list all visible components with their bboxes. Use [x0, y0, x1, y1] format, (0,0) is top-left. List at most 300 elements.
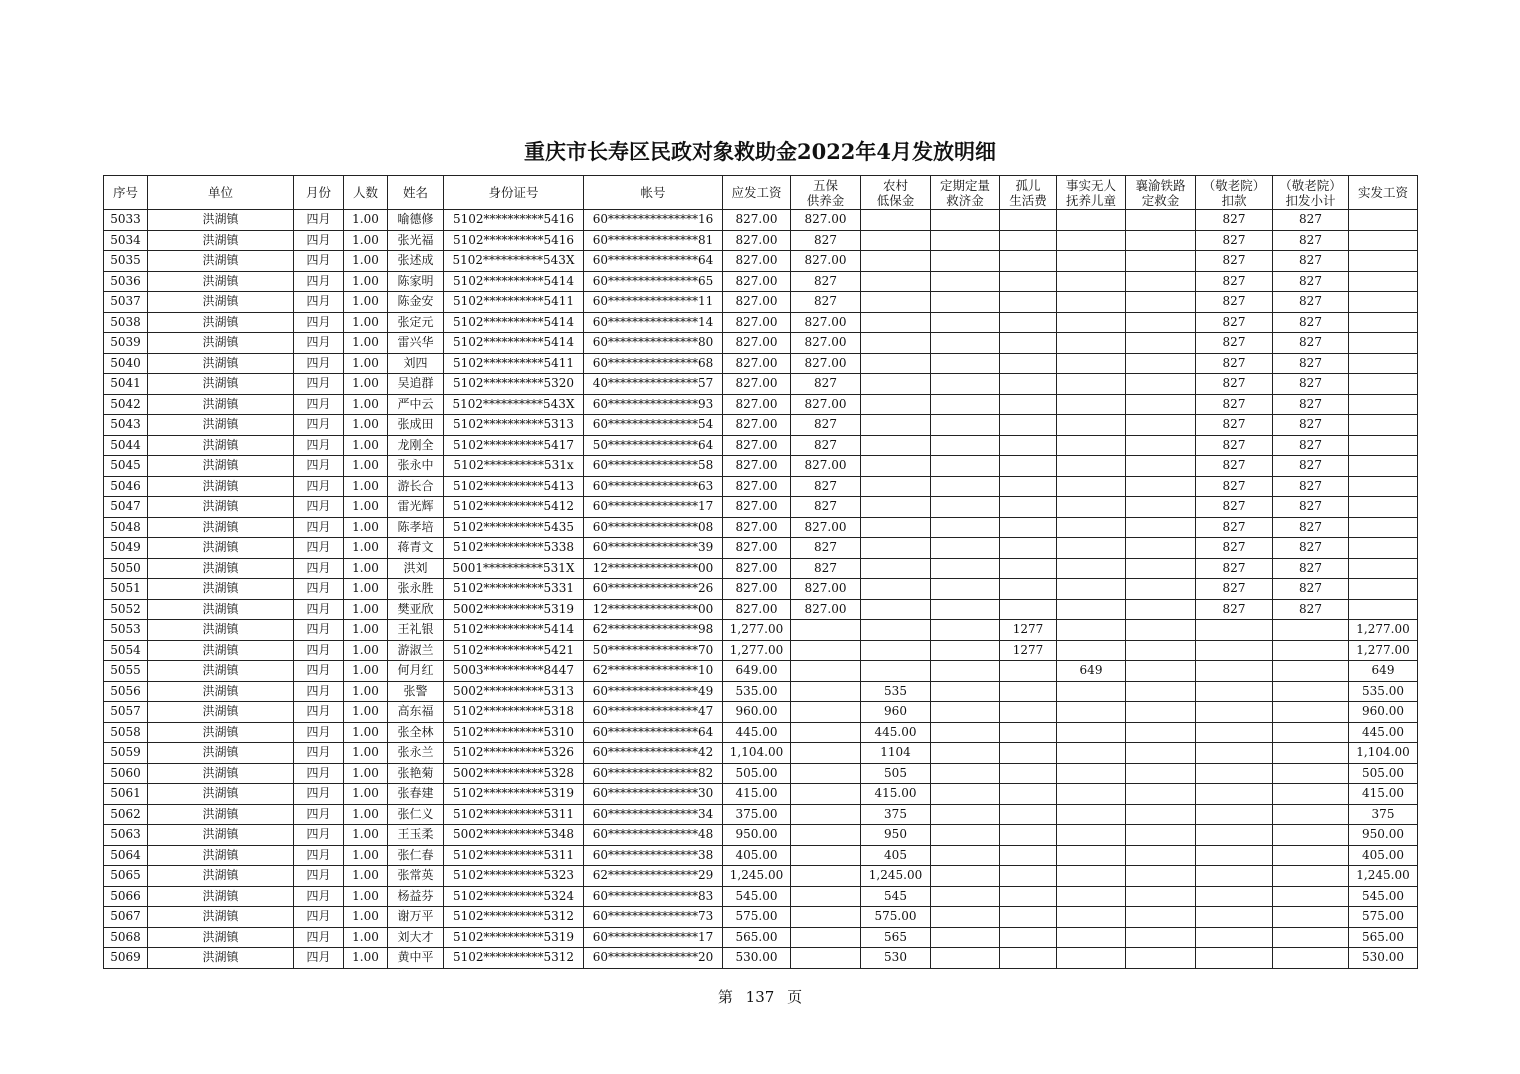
- table-cell: [1057, 640, 1126, 661]
- table-cell: 827: [1196, 230, 1273, 251]
- table-cell: 1,245.00: [723, 866, 791, 887]
- table-cell: 5102**********5411: [444, 353, 584, 374]
- column-header-line1: 姓名: [402, 185, 428, 200]
- table-cell: 5102**********5319: [444, 784, 584, 805]
- table-cell: [791, 743, 861, 764]
- table-cell: 1.00: [344, 866, 388, 887]
- table-cell: 洪湖镇: [148, 702, 294, 723]
- table-cell: [1126, 845, 1196, 866]
- table-cell: 60***************17: [584, 927, 723, 948]
- table-cell: 60***************17: [584, 497, 723, 518]
- table-row: [104, 251, 1418, 272]
- table-cell: [931, 394, 1000, 415]
- column-header-line2: 定救金: [1141, 192, 1180, 208]
- table-cell: 张永胜: [388, 579, 444, 600]
- table-cell: [931, 312, 1000, 333]
- table-cell: 四月: [294, 292, 344, 313]
- table-cell: 王礼银: [388, 620, 444, 641]
- table-cell: [861, 251, 931, 272]
- table-cell: 827.00: [723, 517, 791, 538]
- table-cell: [931, 517, 1000, 538]
- table-cell: [1273, 948, 1349, 969]
- table-cell: [1000, 374, 1057, 395]
- table-row: [104, 722, 1418, 743]
- table-cell: 5041: [104, 374, 148, 395]
- table-cell: 415.00: [1349, 784, 1418, 805]
- table-cell: 827.00: [791, 579, 861, 600]
- table-cell: 405.00: [1349, 845, 1418, 866]
- table-cell: 洪湖镇: [148, 435, 294, 456]
- table-cell: 5039: [104, 333, 148, 354]
- table-cell: 四月: [294, 763, 344, 784]
- table-cell: 60***************54: [584, 415, 723, 436]
- table-cell: 60***************82: [584, 763, 723, 784]
- table-cell: [1057, 825, 1126, 846]
- table-cell: [1057, 886, 1126, 907]
- table-cell: 827: [1273, 558, 1349, 579]
- column-header-line2: 救济金: [946, 192, 984, 208]
- table-cell: 1.00: [344, 661, 388, 682]
- column-header-line1: 身份证号: [488, 185, 539, 200]
- table-cell: [1000, 743, 1057, 764]
- table-cell: 张永兰: [388, 743, 444, 764]
- column-header-line1: 襄渝铁路: [1135, 177, 1186, 193]
- table-cell: [931, 907, 1000, 928]
- table-cell: 张光福: [388, 230, 444, 251]
- table-cell: 827.00: [723, 312, 791, 333]
- table-cell: 5102**********5338: [444, 538, 584, 559]
- table-cell: 四月: [294, 599, 344, 620]
- column-header: [344, 176, 388, 210]
- table-cell: 545: [861, 886, 931, 907]
- table-cell: 445.00: [861, 722, 931, 743]
- table-cell: [1349, 394, 1418, 415]
- table-cell: 827.00: [791, 210, 861, 231]
- table-cell: [1000, 886, 1057, 907]
- table-cell: [1196, 640, 1273, 661]
- table-cell: 60***************83: [584, 886, 723, 907]
- table-cell: 1.00: [344, 312, 388, 333]
- table-cell: 5102**********5318: [444, 702, 584, 723]
- table-row: [104, 333, 1418, 354]
- table-cell: [791, 886, 861, 907]
- table-cell: 1.00: [344, 579, 388, 600]
- table-cell: [1126, 292, 1196, 313]
- table-cell: 827: [1196, 476, 1273, 497]
- table-cell: [931, 476, 1000, 497]
- table-cell: 洪湖镇: [148, 763, 294, 784]
- table-cell: [1126, 579, 1196, 600]
- column-header-line1: 事实无人: [1065, 177, 1116, 193]
- table-cell: 四月: [294, 927, 344, 948]
- table-cell: [1057, 927, 1126, 948]
- table-cell: 1.00: [344, 907, 388, 928]
- table-cell: [1349, 476, 1418, 497]
- table-cell: 1.00: [344, 620, 388, 641]
- table-cell: 827: [1196, 394, 1273, 415]
- table-cell: 405: [861, 845, 931, 866]
- table-cell: [931, 620, 1000, 641]
- table-cell: 60***************48: [584, 825, 723, 846]
- table-cell: 827.00: [723, 210, 791, 231]
- table-cell: 827: [1196, 271, 1273, 292]
- table-cell: 827: [1196, 558, 1273, 579]
- table-cell: [1196, 620, 1273, 641]
- table-cell: 洪湖镇: [148, 517, 294, 538]
- table-cell: [1057, 394, 1126, 415]
- table-row: [104, 558, 1418, 579]
- table-cell: 5102**********5414: [444, 312, 584, 333]
- table-cell: [1273, 763, 1349, 784]
- table-cell: 5002**********5319: [444, 599, 584, 620]
- table-cell: [931, 271, 1000, 292]
- table-cell: 四月: [294, 681, 344, 702]
- table-cell: [791, 722, 861, 743]
- page-footer: [0, 986, 1520, 1007]
- table-cell: 洪湖镇: [148, 394, 294, 415]
- table-cell: 827.00: [723, 476, 791, 497]
- table-cell: 575.00: [861, 907, 931, 928]
- table-cell: 1.00: [344, 476, 388, 497]
- table-cell: 60***************08: [584, 517, 723, 538]
- table-cell: 5102**********5312: [444, 907, 584, 928]
- table-cell: 四月: [294, 251, 344, 272]
- table-row: [104, 538, 1418, 559]
- table-row: [104, 292, 1418, 313]
- table-cell: 游长合: [388, 476, 444, 497]
- table-cell: 5102**********5310: [444, 722, 584, 743]
- table-cell: 1277: [1000, 640, 1057, 661]
- table-cell: 5102**********543X: [444, 394, 584, 415]
- table-cell: 严中云: [388, 394, 444, 415]
- table-cell: 415.00: [723, 784, 791, 805]
- table-cell: 四月: [294, 640, 344, 661]
- table-cell: [1126, 763, 1196, 784]
- table-cell: 5066: [104, 886, 148, 907]
- table-cell: 1.00: [344, 292, 388, 313]
- table-cell: 吴追群: [388, 374, 444, 395]
- table-cell: [1126, 907, 1196, 928]
- table-cell: 洪湖镇: [148, 251, 294, 272]
- table-cell: 洪湖镇: [148, 784, 294, 805]
- table-cell: 827: [1273, 292, 1349, 313]
- table-cell: 洪湖镇: [148, 476, 294, 497]
- table-cell: 565.00: [723, 927, 791, 948]
- table-cell: 1.00: [344, 825, 388, 846]
- table-cell: 827: [1273, 271, 1349, 292]
- table-cell: [1057, 435, 1126, 456]
- relief-fund-table: [103, 175, 1418, 969]
- table-cell: 1,277.00: [1349, 620, 1418, 641]
- table-cell: [1349, 353, 1418, 374]
- table-cell: 827: [1273, 394, 1349, 415]
- table-cell: 龙刚全: [388, 435, 444, 456]
- table-cell: [861, 497, 931, 518]
- table-cell: 洪湖镇: [148, 497, 294, 518]
- table-cell: [1196, 927, 1273, 948]
- table-cell: 827: [1196, 456, 1273, 477]
- table-cell: [1000, 661, 1057, 682]
- column-header-line1: 农村: [882, 177, 908, 193]
- table-cell: 四月: [294, 497, 344, 518]
- table-cell: [1273, 866, 1349, 887]
- table-cell: [1273, 886, 1349, 907]
- table-cell: [1057, 538, 1126, 559]
- table-cell: 喻德修: [388, 210, 444, 231]
- table-cell: [1126, 312, 1196, 333]
- table-cell: [791, 866, 861, 887]
- table-cell: 1.00: [344, 538, 388, 559]
- table-row: [104, 886, 1418, 907]
- column-header: [791, 176, 861, 210]
- table-cell: [1000, 702, 1057, 723]
- table-cell: 827.00: [723, 230, 791, 251]
- table-cell: 827: [1196, 415, 1273, 436]
- table-cell: [861, 374, 931, 395]
- table-cell: 高东福: [388, 702, 444, 723]
- table-cell: [1000, 579, 1057, 600]
- table-cell: 张常英: [388, 866, 444, 887]
- column-header-line2: 供养金: [806, 192, 845, 208]
- table-cell: [861, 312, 931, 333]
- table-cell: 827.00: [723, 456, 791, 477]
- table-cell: [1126, 804, 1196, 825]
- table-cell: 60***************64: [584, 722, 723, 743]
- table-cell: 洪湖镇: [148, 353, 294, 374]
- table-cell: [1126, 743, 1196, 764]
- column-header-line1: 孤儿: [1015, 177, 1041, 193]
- table-cell: [1126, 476, 1196, 497]
- column-header: [388, 176, 444, 210]
- table-cell: 5064: [104, 845, 148, 866]
- table-cell: [861, 456, 931, 477]
- table-cell: 649: [1057, 661, 1126, 682]
- table-cell: [1273, 722, 1349, 743]
- table-cell: [931, 845, 1000, 866]
- table-cell: 洪湖镇: [148, 927, 294, 948]
- table-cell: [1126, 271, 1196, 292]
- column-header-line1: 序号: [112, 185, 138, 200]
- table-cell: 827: [1196, 333, 1273, 354]
- table-row: [104, 579, 1418, 600]
- table-cell: 5038: [104, 312, 148, 333]
- table-cell: [1000, 866, 1057, 887]
- table-cell: 5067: [104, 907, 148, 928]
- table-row: [104, 210, 1418, 231]
- table-cell: 827: [1273, 210, 1349, 231]
- table-cell: 1.00: [344, 763, 388, 784]
- table-cell: [1126, 620, 1196, 641]
- table-cell: 蒋青文: [388, 538, 444, 559]
- table-cell: [861, 353, 931, 374]
- table-cell: [861, 230, 931, 251]
- table-cell: 827: [1273, 435, 1349, 456]
- table-cell: 5050: [104, 558, 148, 579]
- table-cell: 1.00: [344, 394, 388, 415]
- table-cell: [1349, 599, 1418, 620]
- column-header: [148, 176, 294, 210]
- table-cell: 5102**********5414: [444, 620, 584, 641]
- table-cell: [1000, 804, 1057, 825]
- table-cell: 1.00: [344, 599, 388, 620]
- table-cell: [1057, 702, 1126, 723]
- table-cell: [791, 804, 861, 825]
- table-cell: 827.00: [723, 599, 791, 620]
- table-cell: [1273, 661, 1349, 682]
- table-cell: [1000, 333, 1057, 354]
- table-cell: [791, 784, 861, 805]
- table-cell: 洪刘: [388, 558, 444, 579]
- table-cell: 5002**********5348: [444, 825, 584, 846]
- table-cell: 827: [1196, 292, 1273, 313]
- table-cell: [931, 210, 1000, 231]
- table-cell: [1057, 292, 1126, 313]
- table-cell: [1126, 866, 1196, 887]
- table-cell: [931, 497, 1000, 518]
- table-cell: 60***************30: [584, 784, 723, 805]
- table-cell: [1196, 681, 1273, 702]
- table-cell: 827.00: [723, 353, 791, 374]
- table-cell: 雷光辉: [388, 497, 444, 518]
- table-cell: 827: [1273, 312, 1349, 333]
- table-cell: [931, 435, 1000, 456]
- column-header: [444, 176, 584, 210]
- table-cell: [791, 620, 861, 641]
- table-cell: 375: [861, 804, 931, 825]
- table-cell: [1057, 763, 1126, 784]
- table-cell: 张定元: [388, 312, 444, 333]
- table-cell: [1196, 784, 1273, 805]
- table-cell: 洪湖镇: [148, 538, 294, 559]
- table-cell: [1057, 517, 1126, 538]
- column-header: [1000, 176, 1057, 210]
- table-cell: 张永中: [388, 456, 444, 477]
- table-cell: 445.00: [1349, 722, 1418, 743]
- table-cell: [1126, 784, 1196, 805]
- table-cell: 1.00: [344, 948, 388, 969]
- table-cell: [1126, 415, 1196, 436]
- table-cell: 827.00: [791, 353, 861, 374]
- table-cell: [1126, 230, 1196, 251]
- table-cell: [931, 415, 1000, 436]
- table-cell: 530.00: [1349, 948, 1418, 969]
- table-cell: 5102**********5312: [444, 948, 584, 969]
- table-row: [104, 476, 1418, 497]
- table-cell: 60***************14: [584, 312, 723, 333]
- table-cell: 827: [1196, 251, 1273, 272]
- table-cell: 960.00: [1349, 702, 1418, 723]
- table-cell: [931, 538, 1000, 559]
- table-cell: [1273, 640, 1349, 661]
- table-cell: 60***************26: [584, 579, 723, 600]
- table-cell: 827: [1273, 230, 1349, 251]
- table-cell: 5102**********5412: [444, 497, 584, 518]
- table-cell: [791, 907, 861, 928]
- table-cell: [1349, 210, 1418, 231]
- table-cell: [791, 845, 861, 866]
- table-cell: [1057, 948, 1126, 969]
- table-cell: 洪湖镇: [148, 620, 294, 641]
- table-cell: 950.00: [723, 825, 791, 846]
- table-cell: 四月: [294, 415, 344, 436]
- table-cell: [1349, 497, 1418, 518]
- table-cell: 5033: [104, 210, 148, 231]
- table-cell: 1,277.00: [723, 640, 791, 661]
- table-cell: [931, 599, 1000, 620]
- table-cell: 四月: [294, 271, 344, 292]
- column-header: [294, 176, 344, 210]
- table-cell: [931, 702, 1000, 723]
- table-cell: 5043: [104, 415, 148, 436]
- table-cell: [1000, 845, 1057, 866]
- table-cell: [1057, 599, 1126, 620]
- table-cell: 5102**********5411: [444, 292, 584, 313]
- table-cell: 5048: [104, 517, 148, 538]
- table-cell: [1196, 743, 1273, 764]
- table-cell: 827.00: [723, 333, 791, 354]
- table-cell: 827.00: [791, 599, 861, 620]
- table-cell: 827.00: [791, 251, 861, 272]
- table-cell: [931, 722, 1000, 743]
- table-cell: 5042: [104, 394, 148, 415]
- table-cell: [1196, 886, 1273, 907]
- table-cell: 1.00: [344, 333, 388, 354]
- table-cell: 530: [861, 948, 931, 969]
- table-cell: [1126, 456, 1196, 477]
- table-cell: 5102**********5311: [444, 804, 584, 825]
- table-cell: [931, 886, 1000, 907]
- table-cell: [931, 948, 1000, 969]
- table-cell: 5002**********5313: [444, 681, 584, 702]
- table-cell: [1057, 210, 1126, 231]
- table-cell: [1000, 927, 1057, 948]
- table-cell: 5053: [104, 620, 148, 641]
- table-cell: [931, 579, 1000, 600]
- table-cell: 60***************64: [584, 251, 723, 272]
- table-cell: 四月: [294, 620, 344, 641]
- table-cell: [861, 661, 931, 682]
- table-cell: 洪湖镇: [148, 210, 294, 231]
- table-cell: 四月: [294, 702, 344, 723]
- table-cell: 1.00: [344, 927, 388, 948]
- table-cell: 827.00: [791, 312, 861, 333]
- table-row: [104, 353, 1418, 374]
- table-cell: [1196, 907, 1273, 928]
- table-cell: [1349, 312, 1418, 333]
- table-cell: 5044: [104, 435, 148, 456]
- column-header: [1273, 176, 1349, 210]
- table-cell: [1000, 292, 1057, 313]
- table-cell: 四月: [294, 333, 344, 354]
- table-cell: [1273, 784, 1349, 805]
- table-cell: 60***************63: [584, 476, 723, 497]
- table-cell: 1,104.00: [723, 743, 791, 764]
- table-cell: 530.00: [723, 948, 791, 969]
- column-header-line2: 生活费: [1009, 192, 1047, 208]
- table-cell: [931, 333, 1000, 354]
- table-cell: [1000, 456, 1057, 477]
- column-header: [931, 176, 1000, 210]
- table-cell: 四月: [294, 886, 344, 907]
- table-cell: 四月: [294, 374, 344, 395]
- table-cell: [1057, 353, 1126, 374]
- column-header-line1: 单位: [207, 185, 233, 200]
- table-cell: 1.00: [344, 640, 388, 661]
- table-cell: [1273, 681, 1349, 702]
- table-cell: [791, 927, 861, 948]
- table-cell: 545.00: [723, 886, 791, 907]
- table-cell: 827: [1273, 538, 1349, 559]
